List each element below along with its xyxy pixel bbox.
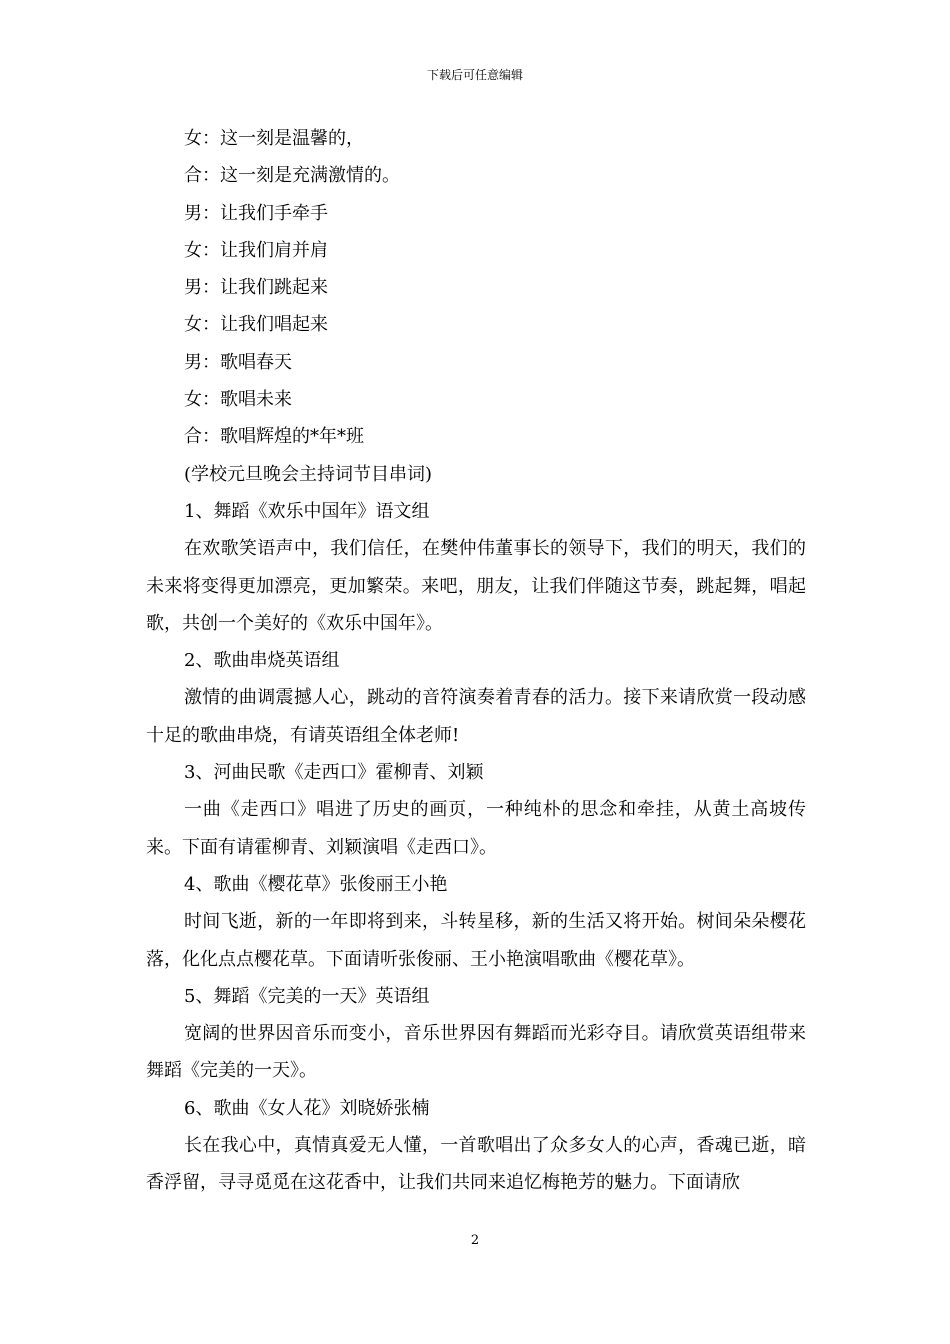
program-item-title: 5、舞蹈《完美的一天》英语组 [184,985,430,1007]
dialogue-line: 女：让我们唱起来 [184,314,328,336]
dialogue-line: 女：让我们肩并肩 [184,239,328,261]
section-title: (学校元旦晚会主持词节目串词) [184,463,433,485]
program-intro: 在欢歌笑语声中，我们信任，在樊仲伟董事长的领导下，我们的明天，我们的未来将变得更加漂亮，更加繁荣。来吧，朋友，让我们伴随这节奏，跳起舞，唱起歌，共创一个美好的《欢乐中国年》。 [146,538,806,634]
program-item-title: 2、歌曲串烧英语组 [184,650,340,672]
program-item-title: 6、歌曲《女人花》刘晓娇张楠 [184,1097,430,1119]
program-intro: 宽阔的世界因音乐而变小，音乐世界因有舞蹈而光彩夺目。请欣赏英语组带来舞蹈《完美的一天》。 [146,1023,806,1082]
program-intro: 时间飞逝，新的一年即将到来，斗转星移，新的生活又将开始。树间朵朵樱花落，化化点点樱花草。下面请听张俊丽、王小艳演唱歌曲《樱花草》。 [146,911,806,970]
page-header: 下载后可任意编辑 [426,68,523,82]
program-item-title: 3、河曲民歌《走西口》霍柳青、刘颖 [184,762,484,784]
dialogue-line: 女：这一刻是温馨的， [184,128,364,149]
program-item-title: 1、舞蹈《欢乐中国年》语文组 [184,500,430,522]
dialogue-line: 合：这一刻是充满激情的。 [184,165,400,187]
program-intro: 长在我心中，真情真爱无人懂，一首歌唱出了众多女人的心声，香魂已逝，暗香浮留，寻寻觅觅在这花香中，让我们共同来追忆梅艳芳的魅力。下面请欣 [146,1135,806,1194]
dialogue-line: 合：歌唱辉煌的*年*班 [184,426,364,448]
program-item-title: 4、歌曲《樱花草》张俊丽王小艳 [184,873,448,895]
document-body [146,120,806,1202]
dialogue-line: 男：歌唱春天 [184,351,292,373]
page-number: 2 [470,1233,480,1248]
dialogue-line: 男：让我们手牵手 [184,202,328,224]
dialogue-line: 男：让我们跳起来 [184,277,328,299]
program-intro: 激情的曲调震撼人心，跳动的音符演奏着青春的活力。接下来请欣赏一段动感十足的歌曲串烧，有请英语组全体老师! [146,687,806,746]
dialogue-line: 女：歌唱未来 [184,389,292,411]
program-intro: 一曲《走西口》唱进了历史的画页，一种纯朴的思念和牵挂，从黄土高坡传来。下面有请霍柳青、刘颖演唱《走西口》。 [146,799,806,858]
